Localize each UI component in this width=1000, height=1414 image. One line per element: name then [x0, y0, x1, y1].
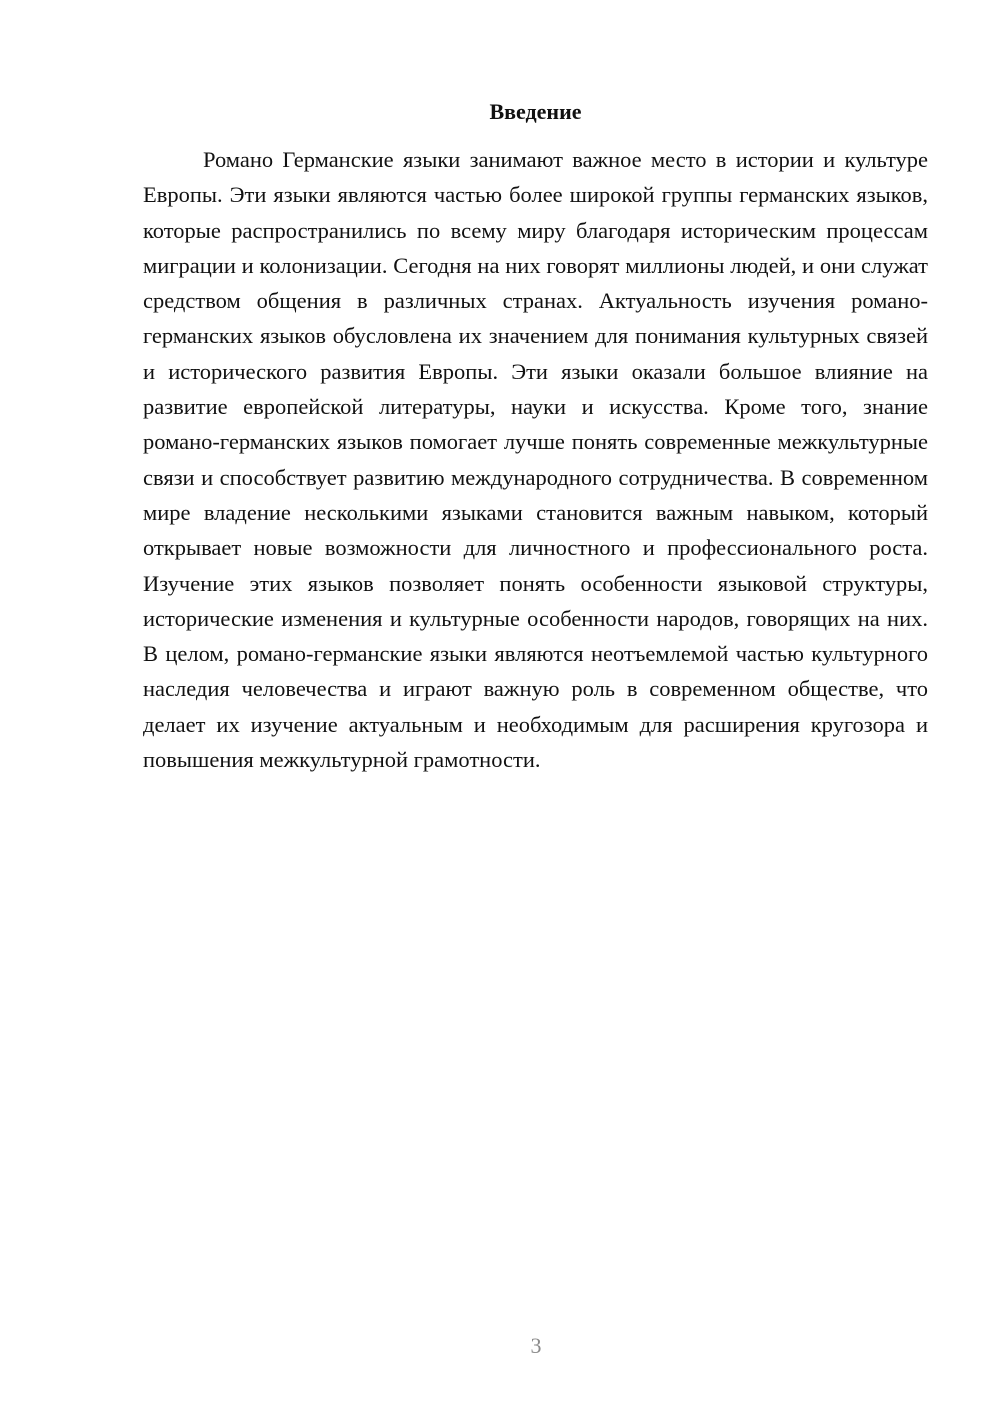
- section-title: Введение: [489, 99, 582, 124]
- page-number: 3: [530, 1333, 542, 1358]
- body-paragraph: Романо Германские языки занимают важное место в истории и культуре Европы. Эти языки являются частью более широкой группы германских языков, которые распространились по всему миру благодаря историческим процессам миграции и колонизации. Сегодня на них говорят миллионы людей, и они служат средством общения в различных странах. Актуальность изучения романо-германских языков обусловлена их значением для понимания культурных связей и исторического развития Европы. Эти языки оказали большое влияние на развитие европейской литературы, науки и искусства. Кроме того, знание романо-германских языков помогает лучше понять современные межкультурные связи и способствует развитию международного сотрудничества. В современном мире владение несколькими языками становится важным навыком, который открывает новые возможности для личностного и профессионального роста. Изучение этих языков позволяет понять особенности языковой структуры, исторические изменения и культурные особенности народов, говорящих на них. В целом, романо-германские языки являются неотъемлемой частью культурного наследия человечества и играют важную роль в современном обществе, что делает их изучение актуальным и необходимым для расширения кругозора и повышения межкультурной грамотности.: [143, 147, 928, 773]
